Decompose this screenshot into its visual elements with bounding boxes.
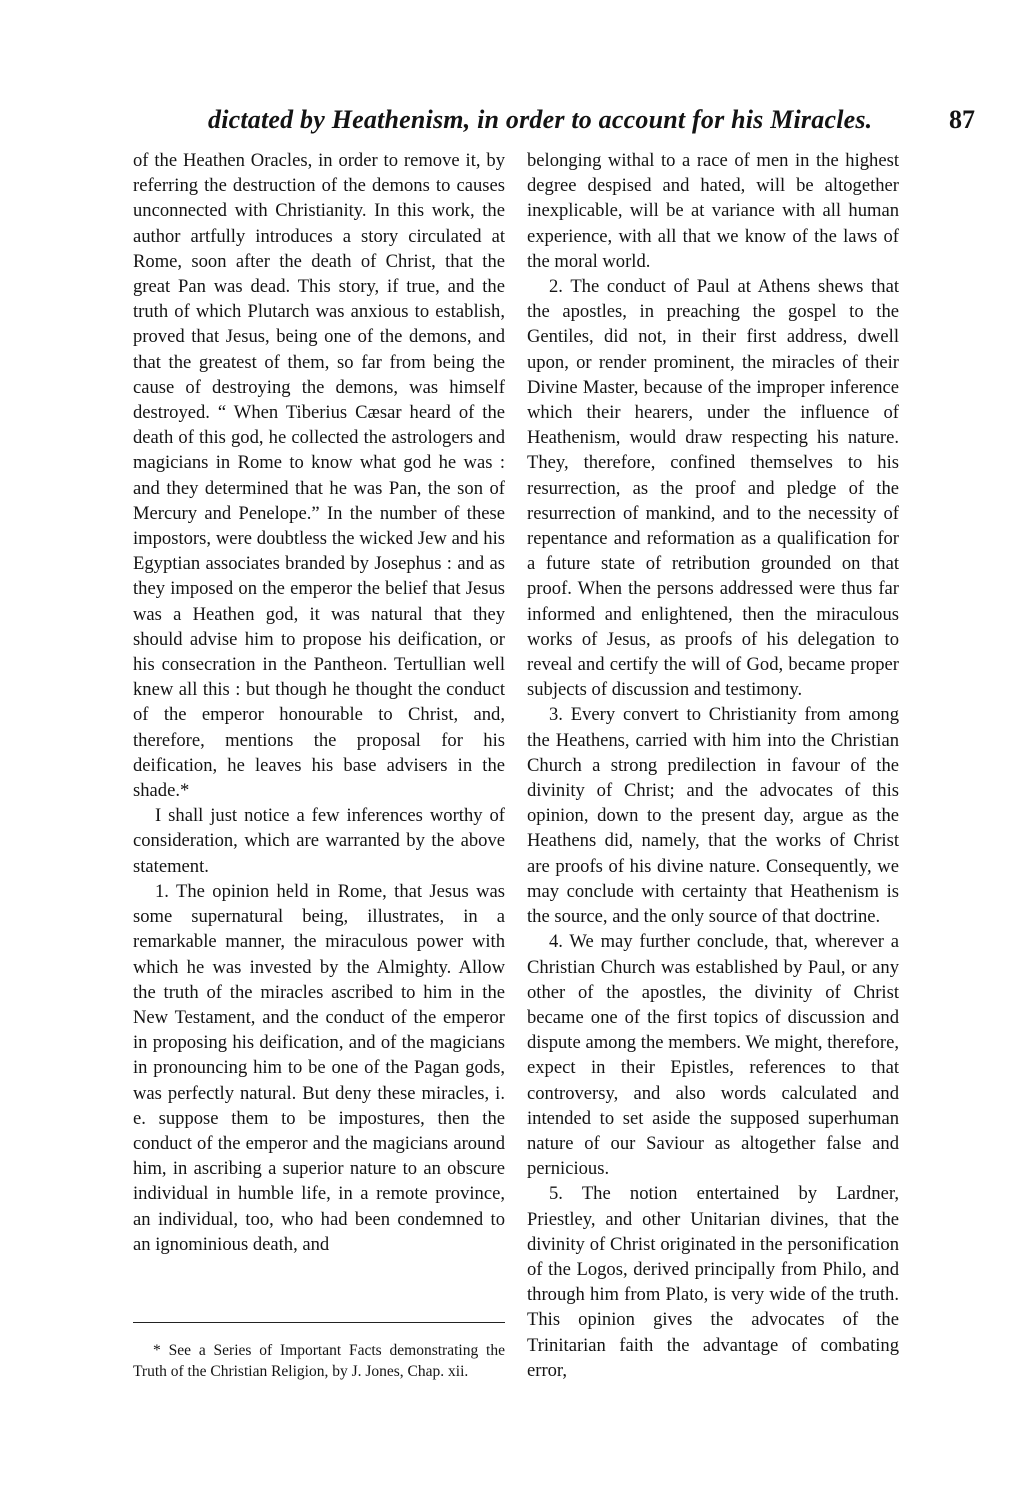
paragraph: 2. The conduct of Paul at Athens shews that the apostles, in preaching the gospel to the Gentiles, did not, in their first address, dwell upon, or render prominent, the miracles of their Divine Master, because of the improper inference which their hearers, under the influence of Heathenism, would draw respecting his nature. They, therefore, confined themselves to his resurrection, as the proof and pledge of the resurrection of mankind, and to the necessity of repentance and reformation as a qualification for a future state of retribution grounded on that proof. When the persons addressed were thus far informed and enlightened, then the miraculous works of Jesus, as proofs of his delegation to reveal and certify the will of God, became proper subjects of discussion and testimony.: [527, 276, 899, 701]
running-head: [130, 105, 975, 145]
footnote-text: * See a Series of Important Facts demonstrating the Truth of the Christian Religion, by J. Jones, Chap. xii.: [133, 1342, 505, 1380]
left-column: [133, 148, 505, 1257]
paragraph: 1. The opinion held in Rome, that Jesus was some supernatural being, illustrates, in a remarkable manner, the miraculous power with which he was invested by the Almighty. Allow the truth of the miracles ascribed to him in the New Testament, and the conduct of the emperor in proposing his deification, and of the magicians in pronouncing him to be one of the Pagan gods, was perfectly natural. But deny these miracles, i. e. suppose them to be impostures, then the conduct of the emperor and the magicians around him, in ascribing a superior nature to an obscure individual in humble life, in a remote province, an individual, too, who had been condemned to an ignominious death, and: [133, 880, 505, 1255]
paragraph: 5. The notion entertained by Lardner, Priestley, and other Unitarian divines, that the divinity of Christ originated in the personification of the Logos, derived principally from Philo, and through him from Plato, is very wide of the truth. This opinion gives the advocates of the Trinitarian faith the advantage of combating error,: [527, 1183, 899, 1381]
paragraph: I shall just notice a few inferences worthy of consideration, which are warranted by the above statement.: [133, 805, 505, 877]
right-column: [527, 148, 899, 1383]
paragraph: of the Heathen Oracles, in order to remove it, by referring the destruction of the demons to causes unconnected with Christianity. In this work, the author artfully introduces a story circulated at Rome, soon after the death of Christ, that the great Pan was dead. This story, if true, and the truth of which Plutarch was anxious to establish, proved that Jesus, being one of the demons, and that the greatest of them, so far from being the cause of destroying the demons, was himself destroyed. “ When Tiberius Cæsar heard of the death of this god, he collected the astrologers and magicians in Rome to know what god he was : and they determined that he was Pan, the son of Mercury and Penelope.” In the number of these impostors, were doubtless the wicked Jew and his Egyptian associates branded by Josephus : and as they imposed on the emperor the belief that Jesus was a Heathen god, it was natural that they should advise him to propose his deification, or his consecration in the Pantheon. Tertullian well knew all this : but though he thought the conduct of the emperor honourable to Christ, and, therefore, mentions the proposal for his deification, he leaves his base advisers in the shade.*: [133, 150, 505, 802]
footnote: [133, 1340, 505, 1382]
paragraph: 4. We may further conclude, that, wherever a Christian Church was established by Paul, or any other of the apostles, the divinity of Christ became one of the first topics of discussion and dispute among the members. We might, therefore, expect in their Epistles, references to that controversy, and also words calculated and intended to set aside the supposed superhuman nature of our Saviour as altogether false and pernicious.: [527, 931, 899, 1180]
running-title: dictated by Heathenism, in order to account for his Miracles.: [208, 105, 873, 134]
paragraph: 3. Every convert to Christianity from among the Heathens, carried with him into the Christian Church a strong predilection in favour of the divinity of Christ; and the advocates of this opinion, down to the present day, argue as the Heathens did, namely, that the works of Christ are proofs of his divine nature. Consequently, we may conclude with certainty that Heathenism is the source, and the only source of that doctrine.: [527, 704, 899, 928]
paragraph: belonging withal to a race of men in the highest degree despised and hated, will be altogether inexplicable, will be at variance with all human experience, with all that we know of the laws of the moral world.: [527, 150, 899, 272]
page-number: 87: [949, 105, 975, 134]
footnote-divider: [133, 1322, 505, 1323]
